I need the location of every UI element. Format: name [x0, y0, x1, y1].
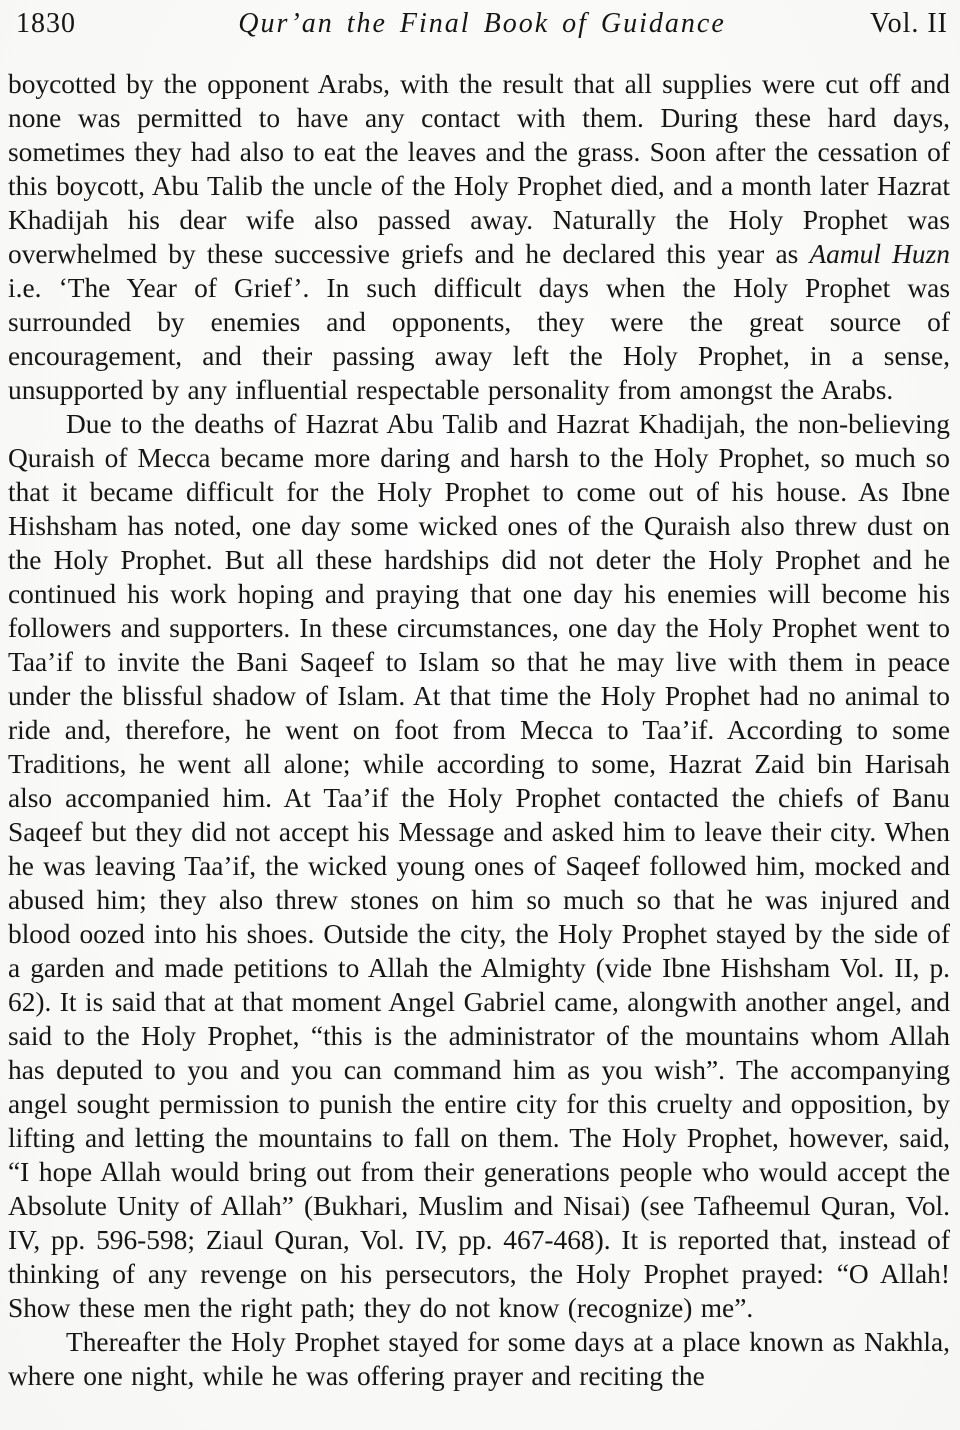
- paragraph-nakhla: [8, 1325, 950, 1393]
- paragraph-text: i.e. ‘The Year of Grief’. In such difficult days when the Holy Prophet was surrounded by enemies and opponents, they were the great source of encouragement, and their passing away left the Holy Prophet, in a sense, unsupported by any influential respectable personality from amongst the Arabs.: [8, 273, 950, 405]
- paragraph-taaif-journey: [8, 407, 950, 1325]
- paragraph-text: Due to the deaths of Hazrat Abu Talib and Hazrat Khadijah, the non-believing Quraish of Mecca became more daring and harsh to the Holy Prophet, so much so that it became difficult for the Holy Prophet to come out of his house. As Ibne Hishsham has noted, one day some wicked ones of the Quraish also threw dust on the Holy Prophet. But all these hardships did not deter the Holy Prophet and he continued his work hoping and praying that one day his enemies will become his followers and supporters. In these circumstances, one day the Holy Prophet went to Taa’if to invite the Bani Saqeef to Islam so that he may live with them in peace under the blissful shadow of Islam. At that time the Holy Prophet had no animal to ride and, therefore, he went on foot from Mecca to Taa’if. According to some Traditions, he went all alone; while according to some, Hazrat Zaid bin Harisah also accompanied him. At Taa’if the Holy Prophet contacted the chiefs of Banu Saqeef but they did not accept his Message and asked him to leave their city. When he was leaving Taa’if, the wicked young ones of Saqeef followed him, mocked and abused him; they also threw stones on him so much so that he was injured and blood oozed into his shoes. Outside the city, the Holy Prophet stayed by the side of a garden and made petitions to Allah the Almighty (vide Ibne Hishsham Vol. II, p. 62). It is said that at that moment Angel Gabriel came, alongwith another angel, and said to the Holy Prophet, “this is the administrator of the mountains whom Allah has deputed to you and you can command him as you wish”. The accompanying angel sought permission to punish the entire city for this cruelty and opposition, by lifting and letting the mountains to fall on them. The Holy Prophet, however, said, “I hope Allah would bring out from their generations people who would accept the Absolute Unity of Allah” (Bukhari, Muslim and Nisai) (see Tafheemul Quran, Vol. IV, pp. 596-598; Ziaul Quran, Vol. IV, pp. 467-468). It is reported that, instead of thinking of any revenge on his persecutors, the Holy Prophet prayed: “O Allah! Show these men the right path; they do not know (recognize) me”.: [8, 409, 950, 1323]
- paragraph-text: boycotted by the opponent Arabs, with the result that all supplies were cut off and none was permitted to have any contact with them. During these hard days, sometimes they had also to eat the leaves and the grass. Soon after the cessation of this boycott, Abu Talib the uncle of the Holy Prophet died, and a month later Hazrat Khadijah his dear wife also passed away. Naturally the Holy Prophet was overwhelmed by these successive griefs and he declared this year as: [8, 69, 950, 269]
- page-header: [8, 6, 950, 40]
- paragraph-boycott: [8, 67, 950, 407]
- page-number: 1830: [16, 8, 76, 39]
- volume-label: Vol. II: [869, 8, 948, 39]
- running-title: Qur’an the Final Book of Guidance: [238, 8, 726, 39]
- paragraph-text-italic: Aamul Huzn: [809, 239, 950, 269]
- page-body: [8, 67, 950, 1393]
- paragraph-text: Thereafter the Holy Prophet stayed for some days at a place known as Nakhla, where one night, while he was offering prayer and reciting the: [8, 1327, 950, 1391]
